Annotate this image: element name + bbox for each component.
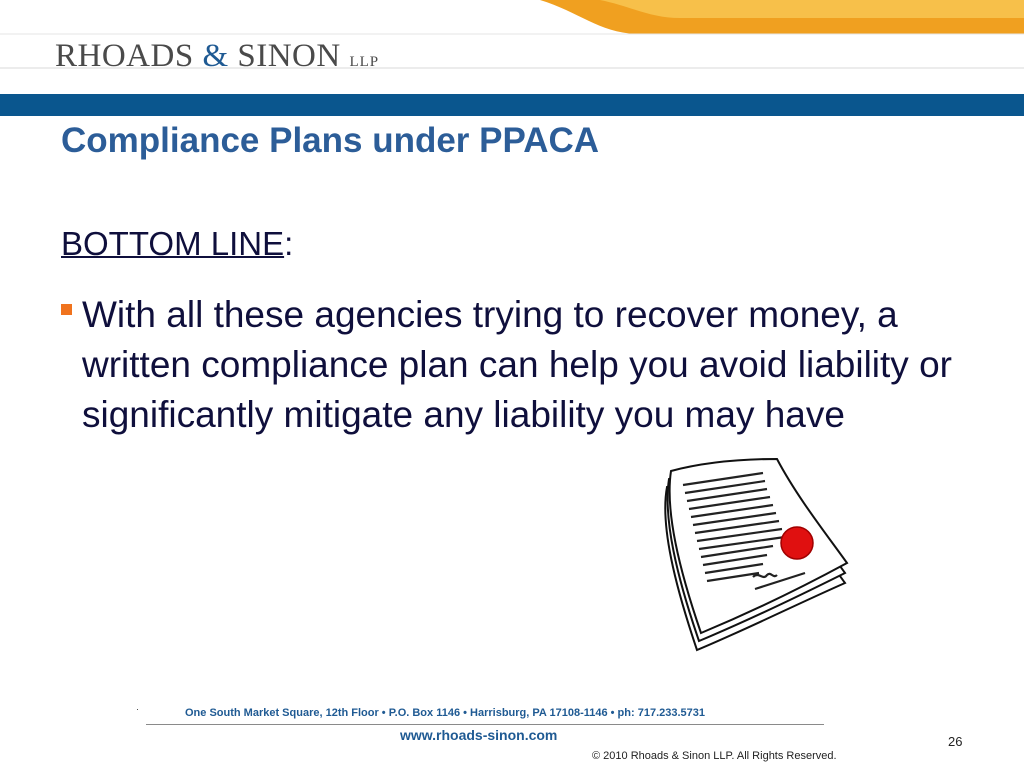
copyright-notice: © 2010 Rhoads & Sinon LLP. All Rights Reserved. — [592, 750, 837, 762]
footer-divider — [146, 724, 824, 725]
footer-dot: · — [136, 704, 139, 714]
page-number: 26 — [948, 734, 963, 749]
signed-document-with-seal-icon — [655, 445, 855, 655]
footer-website-link[interactable]: www.rhoads-sinon.com — [400, 727, 558, 743]
company-logo: RHOADS & SINON LLP — [55, 38, 380, 74]
bullet-square-icon — [61, 304, 72, 315]
footer-address: One South Market Square, 12th Floor • P.O. Box 1146 • Harrisburg, PA 17108-1146 • ph: 717.233.5731 — [185, 707, 706, 719]
bullet-text: With all these agencies trying to recover money, a written compliance plan can help you avoid liability or significantly mitigate any liability you may have — [82, 294, 952, 435]
bottom-line-colon: : — [284, 225, 294, 262]
header-bar — [0, 94, 1024, 116]
bottom-line-heading — [61, 225, 293, 263]
slide-title: Compliance Plans under PPACA — [61, 121, 600, 160]
bottom-line-label: BOTTOM LINE — [61, 225, 285, 262]
